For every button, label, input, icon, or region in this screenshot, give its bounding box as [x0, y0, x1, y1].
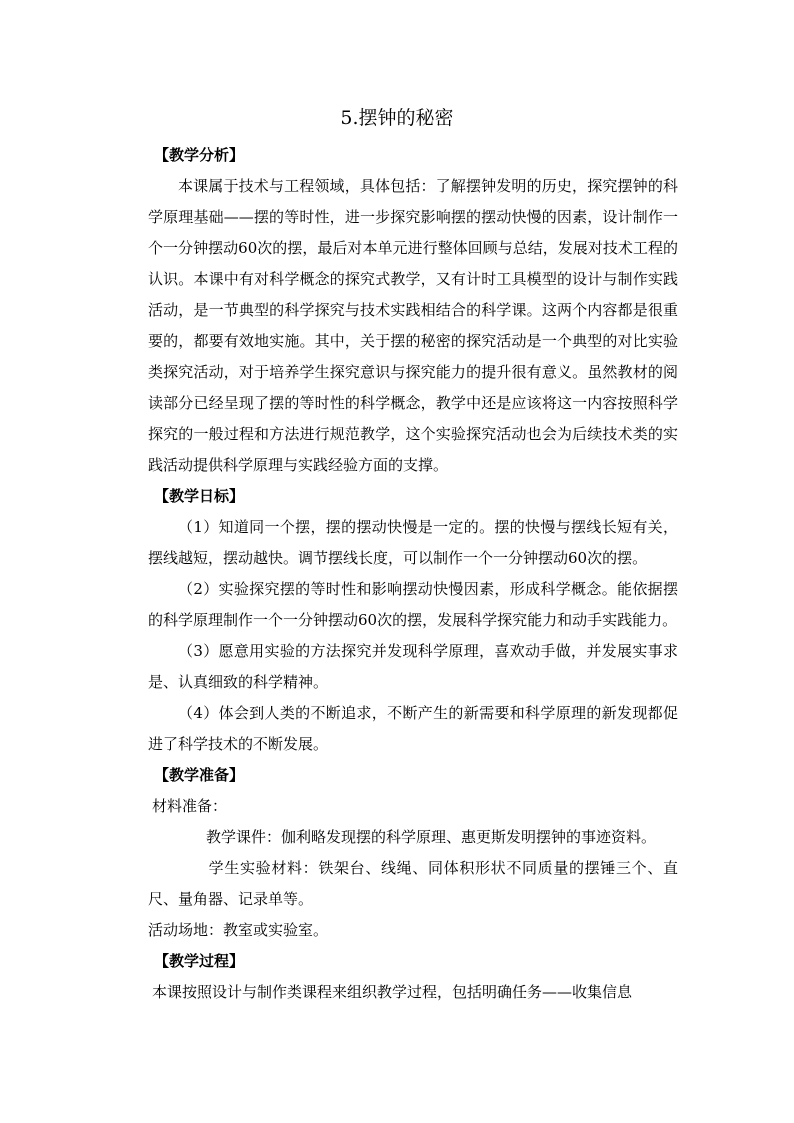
- section-heading-goals: 【教学日标】: [154, 487, 245, 505]
- analysis-paragraph: 本课属于技术与工程领域，具体包括：了解摆钟发明的历史，探究摆钟的科学原理基础——摆的等时性，进一步探究影响摆的摆动快慢的因素，设计制作一个一分钟摆动60次的摆，最后对本单元进行整体回顾与总结，发展对技术工程的认识。本课中有对科学概念的探究式教学，又有计时工具模型的设计与制作实践活动，是一节典型的科学探究与技术实践相结合的科学课。这两个内容都是很重要的，都要有效地实施。其中，关于摆的秘密的探究活动是一个典型的对比实验类探究活动，对于培养学生探究意识与探究能力的提升很有意义。虽然教材的阅读部分已经呈现了摆的等时性的科学概念，教学中还是应该将这一内容按照科学探究的一般过程和方法进行规范教学，这个实验探究活动也会为后续技术类的实践活动提供科学原理与实践经验方面的支撑。: [148, 177, 678, 474]
- section-heading-analysis: 【教学分析】: [154, 146, 245, 164]
- section-heading-process: 【教学过程】: [154, 952, 245, 970]
- process-paragraph: 本课按照设计与制作类课程来组织教学过程，包括明确任务——收集信息: [152, 983, 633, 1001]
- goal-item-2: （2）实验探究摆的等时性和影响摆动快慢因素，形成科学概念。能依据摆的科学原理制作一个一分钟摆动60次的摆，发展科学探究能力和动手实践能力。: [148, 580, 678, 629]
- courseware-line: 教学课件：伽利略发现摆的科学原理、惠更斯发明摆钟的事迹资料。: [206, 828, 657, 846]
- student-materials-text: 学生实验材料：铁架台、线绳、同体积形状不同质量的摆锤三个、直尺、量角器、记录单等。: [148, 859, 678, 908]
- goal-item-1: （1）知道同一个摆，摆的摆动快慢是一定的。摆的快慢与摆线长短有关，摆线越短，摆动越快。调节摆线长度，可以制作一个一分钟摆动60次的摆。: [148, 518, 678, 567]
- goal-item-4: （4）体会到人类的不断追求，不断产生的新需要和科学原理的新发现都促进了科学技术的不断发展。: [148, 704, 678, 753]
- section-heading-preparation: 【教学准备】: [154, 766, 245, 784]
- goal-item-3: （3）愿意用实验的方法探究并发现科学原理，喜欢动手做，并发展实事求是、认真细致的科学精神。: [148, 642, 678, 691]
- student-materials-line: [148, 853, 678, 915]
- document-body: [148, 140, 678, 1008]
- venue-line: 活动场地：教室或实验室。: [148, 921, 329, 939]
- document-title: 5.摆钟的秘密: [340, 107, 454, 129]
- materials-label: 材料准备：: [152, 797, 228, 815]
